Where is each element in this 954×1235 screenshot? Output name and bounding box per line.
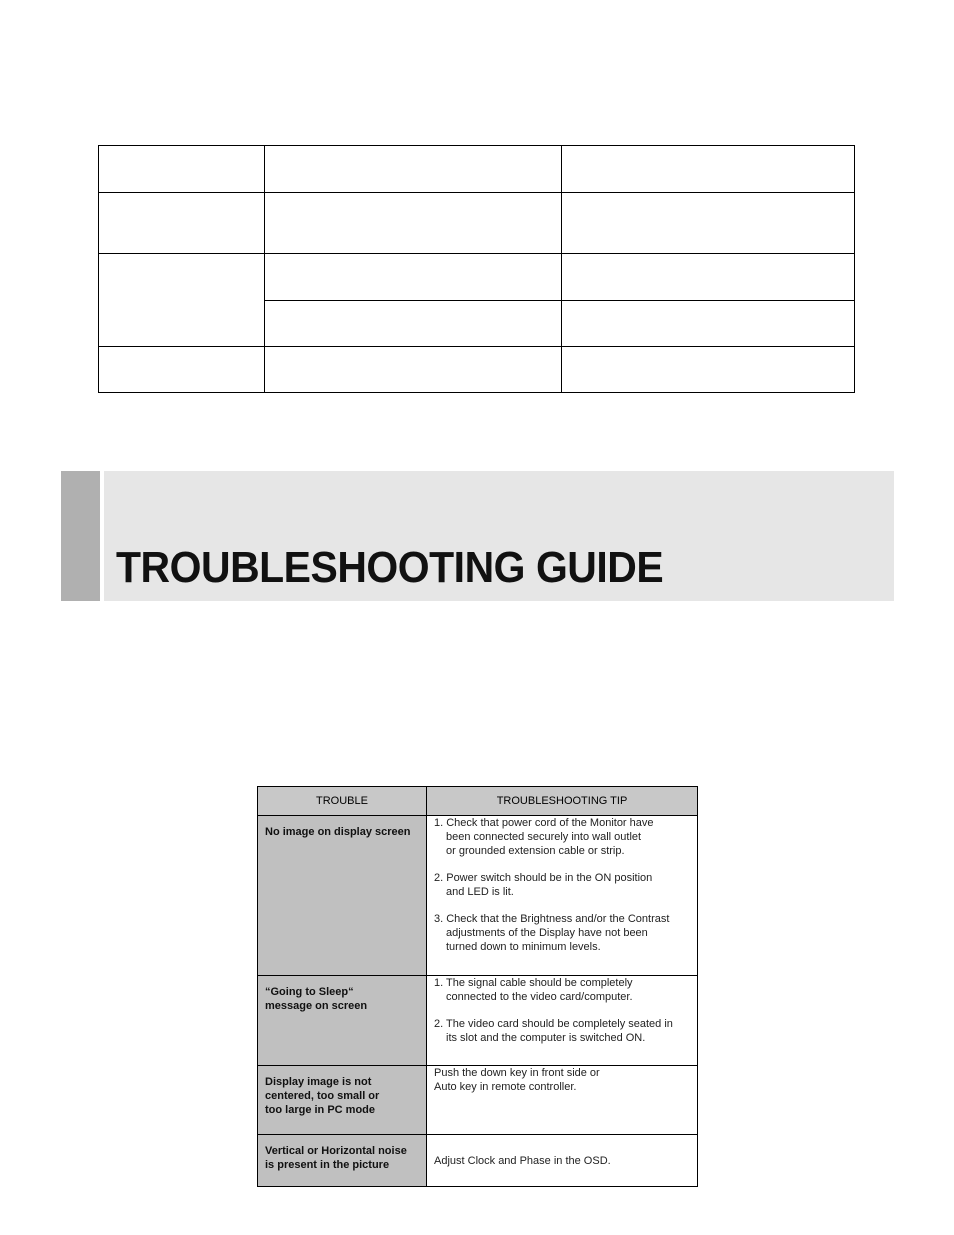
table-row <box>258 1135 698 1187</box>
table-row <box>258 816 698 976</box>
tip-item: 1. The signal cable should be completely connected to the video card/computer. <box>434 977 633 1003</box>
empty-cell <box>265 347 562 393</box>
empty-table-row <box>99 254 855 301</box>
section-banner <box>61 471 894 601</box>
tip-cell: Adjust Clock and Phase in the OSD. <box>427 1135 698 1187</box>
header-trouble: TROUBLE <box>258 787 427 816</box>
empty-cell <box>562 301 855 347</box>
tip-cell <box>427 816 698 976</box>
tip-cell <box>427 976 698 1066</box>
banner-tab <box>61 471 100 601</box>
tip-item: 3. Check that the Brightness and/or the Contrast adjustments of the Display have not been turned down to minimum levels. <box>434 913 670 953</box>
tip-item: 2. The video card should be completely seated in its slot and the computer is switched ON. <box>434 1018 673 1044</box>
empty-cell <box>99 193 265 254</box>
empty-cell <box>562 254 855 301</box>
section-title: TROUBLESHOOTING GUIDE <box>116 543 664 592</box>
header-tip: TROUBLESHOOTING TIP <box>427 787 698 816</box>
tip-cell: Push the down key in front side or Auto key in remote controller. <box>427 1066 698 1135</box>
troubleshooting-table <box>257 786 698 1187</box>
empty-cell <box>265 254 562 301</box>
tip-item: 1. Check that power cord of the Monitor have been connected securely into wall outlet or grounded extension cable or strip. <box>434 817 654 857</box>
empty-cell <box>99 146 265 193</box>
table-row <box>258 976 698 1066</box>
empty-cell <box>562 146 855 193</box>
empty-cell <box>265 301 562 347</box>
table-header-row <box>258 787 698 816</box>
empty-table-row <box>99 193 855 254</box>
trouble-cell: No image on display screen <box>258 816 427 976</box>
empty-cell <box>562 347 855 393</box>
empty-table-row <box>99 347 855 393</box>
empty-table-row <box>99 146 855 193</box>
tip-item: 2. Power switch should be in the ON position and LED is lit. <box>434 872 653 898</box>
empty-cell <box>99 347 265 393</box>
empty-table <box>98 145 855 393</box>
banner-divider <box>100 471 104 601</box>
trouble-cell: Display image is not centered, too small or too large in PC mode <box>258 1066 427 1135</box>
empty-cell <box>99 254 265 347</box>
trouble-cell: Vertical or Horizontal noise is present in the picture <box>258 1135 427 1187</box>
empty-cell <box>265 146 562 193</box>
trouble-cell: “Going to Sleep“ message on screen <box>258 976 427 1066</box>
empty-cell <box>562 193 855 254</box>
table-row <box>258 1066 698 1135</box>
empty-cell <box>265 193 562 254</box>
